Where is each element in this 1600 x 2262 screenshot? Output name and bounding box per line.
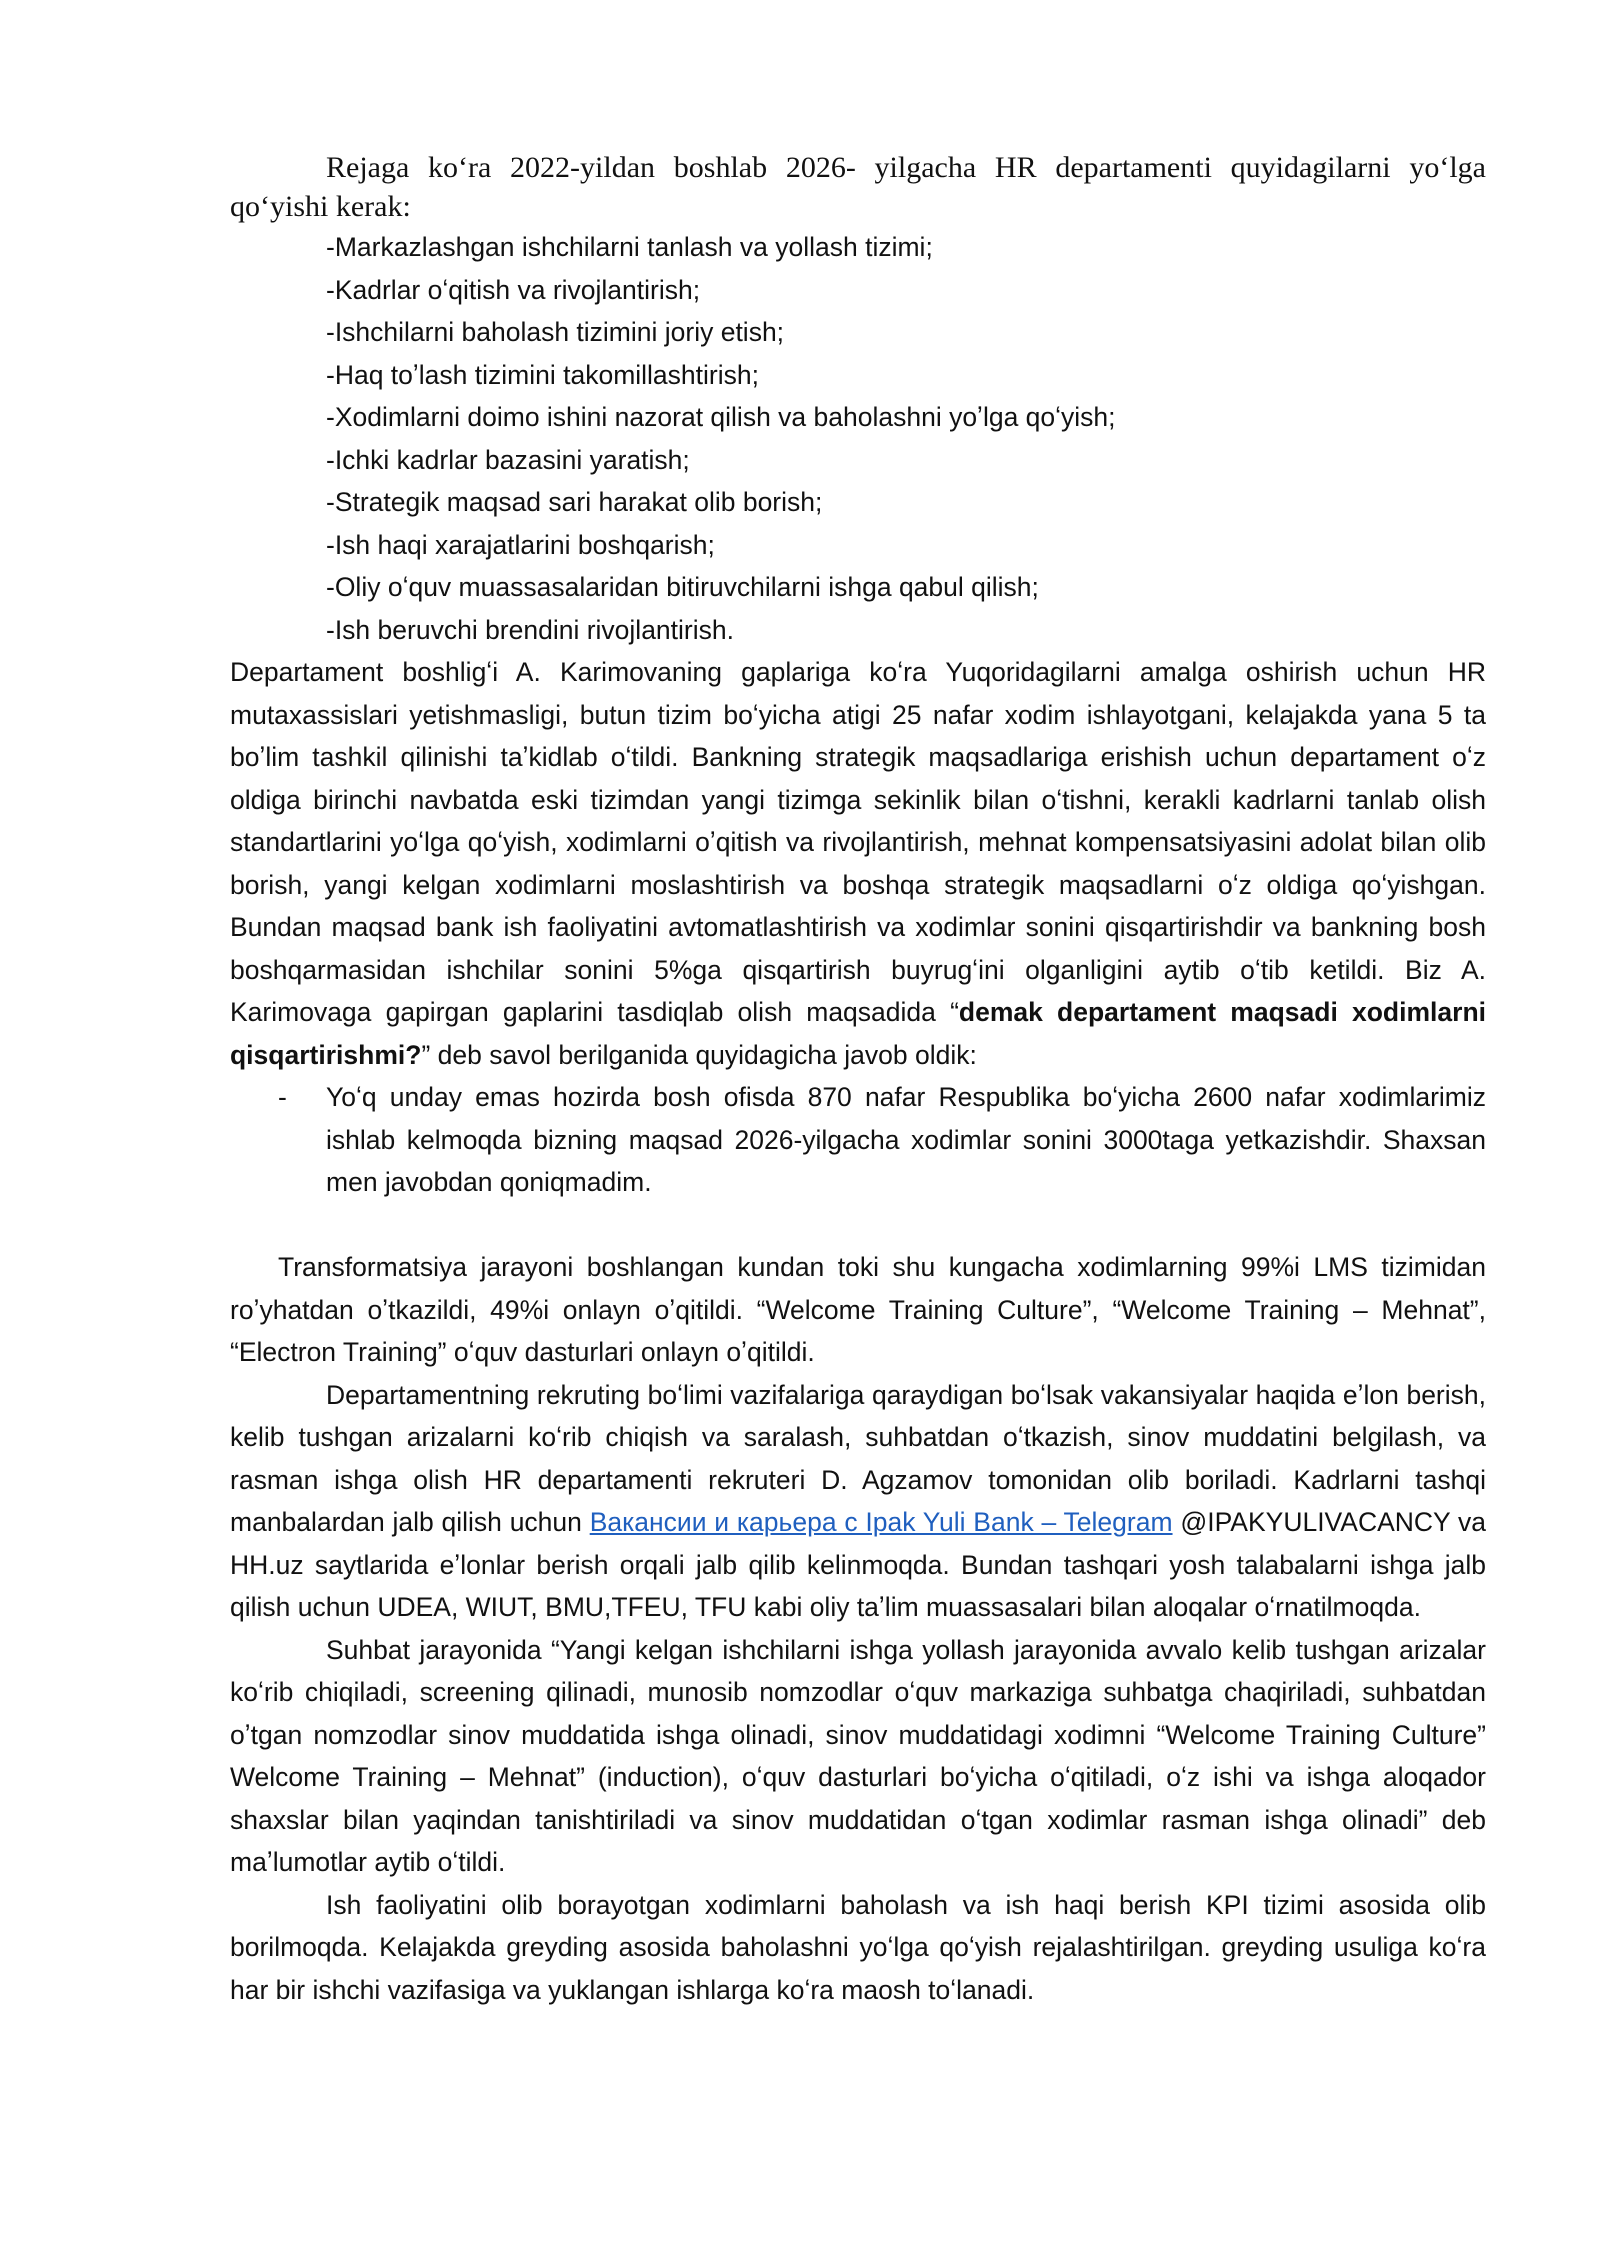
list-item: -Strategik maqsad sari harakat olib borish; bbox=[326, 487, 823, 517]
list-item: -Markazlashgan ishchilarni tanlash va yollash tizimi; bbox=[326, 232, 933, 262]
list-item: -Oliy oʻquv muassasalaridan bitiruvchilarni ishga qabul qilish; bbox=[326, 572, 1039, 602]
recruiting-text-after: @IPAKYULIVACANCY va HH.uz saytlarida eʼlonlar berish orqali jalb qilib kelinmoqda. Bundan tashqari yosh talabalarni ishga jalb qilish uchun UDEA, WIUT, BMU,TFEU, TFU kabi oliy taʼlim muassasalari bilan aloqalar oʻrnatilmoqda. bbox=[230, 1507, 1486, 1622]
transformation-paragraph: Transformatsiya jarayoni boshlangan kundan toki shu kungacha xodimlarning 99%i LMS tizimidan roʼyhatdan oʼtkazildi, 49%i onlayn oʼqitildi. “Welcome Training Culture”, “Welcome Training – Mehnat”, “Electron Training” oʻquv dasturlari onlayn oʼqitildi. bbox=[230, 1252, 1486, 1367]
kpi-paragraph: Ish faoliyatini olib borayotgan xodimlarni baholash va ish haqi berish KPI tizimi asosida olib borilmoqda. Kelajakda greyding asosida baholashni yoʻlga qoʻyish rejalashtirilgan. greyding usuliga koʻra har bir ishchi vazifasiga va yuklangan ishlarga koʻra maosh toʻlanadi. bbox=[230, 1889, 1486, 2005]
telegram-link[interactable]: Вакансии и карьера с Ipak Yuli Bank – Telegram bbox=[589, 1507, 1173, 1537]
blank-line bbox=[230, 1204, 1486, 1247]
department-text-after: ” deb savol berilganida quyidagicha javob oldik: bbox=[421, 1039, 977, 1070]
interview-paragraph: Suhbat jarayonida “Yangi kelgan ishchilarni ishga yollash jarayonida avvalo kelib tushgan arizalar koʻrib chiqiladi, screening qilinadi, munosib nomzodlar oʻquv markaziga suhbatga chaqiriladi, suhbatdan oʼtgan nomzodlar sinov muddatida ishga olinadi, sinov muddatidagi xodimni “Welcome Training Culture” Welcome Training – Mehnat” (induction), oʻquv dasturlari boʻyicha oʻqitiladi, oʻz ishi va ishga aloqador shaxslar bilan yaqindan tanishtiriladi va sinov muddatidan oʻtgan xodimlar rasman ishga olinadi” deb maʼlumotlar aytib oʻtildi. bbox=[230, 1634, 1486, 1877]
document-page bbox=[230, 148, 1486, 2011]
list-item: -Ichki kadrlar bazasini yaratish; bbox=[326, 444, 690, 475]
answer-item bbox=[230, 1076, 1486, 1204]
department-paragraph bbox=[230, 651, 1486, 1076]
list-item: -Kadrlar oʻqitish va rivojlantirish; bbox=[326, 274, 701, 305]
list-item: -Haq toʼlash tizimini takomillashtirish; bbox=[326, 359, 759, 390]
intro-paragraph: Rejaga koʻra 2022-yildan boshlab 2026- yilgacha HR departamenti quyidagilarni yoʻlga qoʻyishi kerak: bbox=[230, 151, 1486, 223]
plan-list bbox=[230, 226, 1486, 651]
list-item: -Xodimlarni doimo ishini nazorat qilish va baholashni yoʼlga qoʻyish; bbox=[326, 402, 1116, 432]
department-text: Departament boshligʻi A. Karimovaning gaplariga koʻra Yuqoridagilarni amalga oshirish uchun HR mutaxassislari yetishmasligi, butun tizim boʻyicha atigi 25 nafar xodim ishlayotgani, kelajakda yana 5 ta boʼlim tashkil qilinishi taʼkidlab oʻtildi. Bankning strategik maqsadlariga erishish uchun departament oʻz oldiga birinchi navbatda eski tizimdan yangi tizimga sekinlik bilan oʻtishni, kerakli kadrlarni tanlab olish standartlarini yoʻlga qoʻyish, xodimlarni oʼqitish va rivojlantirish, mehnat kompensatsiyasini adolat bilan olib borish, yangi kelgan xodimlarni moslashtirish va boshqa strategik maqsadlarni oʻz oldiga qoʻyishgan. Bundan maqsad bank ish faoliyatini avtomatlashtirish va xodimlar sonini qisqartirishdir va bankning bosh boshqarmasidan ishchilar sonini 5%ga qisqartirish buyrugʻini olganligini aytib oʻtib ketildi. Biz A. Karimovaga gapirgan gaplarini tasdiqlab olish maqsadida “ bbox=[230, 657, 1486, 1027]
list-item: -Ish haqi xarajatlarini boshqarish; bbox=[326, 529, 715, 560]
recruiting-text: Departamentning rekruting boʻlimi vazifalariga qaraydigan boʻlsak vakansiyalar haqida eʼlon berish, kelib tushgan arizalarni koʻrib chiqish va saralash, suhbatdan oʻtkazish, sinov muddatini belgilash, va rasman ishga olish HR departamenti rekruteri D. Agzamov tomonidan olib boriladi. Kadrlarni tashqi manbalardan jalb qilish uchun bbox=[230, 1379, 1486, 1537]
answer-text: Yoʻq unday emas hozirda bosh ofisda 870 nafar Respublika boʻyicha 2600 nafar xodimlarimiz ishlab kelmoqda bizning maqsad 2026-yilgacha xodimlar sonini 3000taga yetkazishdir. Shaxsan men javobdan qoniqmadim. bbox=[326, 1082, 1486, 1197]
question-bold: demak departament maqsadi xodimlarni qisqartirishmi? bbox=[230, 997, 1486, 1070]
list-item: -Ish beruvchi brendini rivojlantirish. bbox=[326, 614, 734, 645]
list-item: -Ishchilarni baholash tizimini joriy etish; bbox=[326, 317, 785, 347]
answer-list bbox=[230, 1076, 1486, 1204]
dash-marker: - bbox=[278, 1082, 287, 1112]
recruiting-paragraph bbox=[230, 1374, 1486, 1629]
